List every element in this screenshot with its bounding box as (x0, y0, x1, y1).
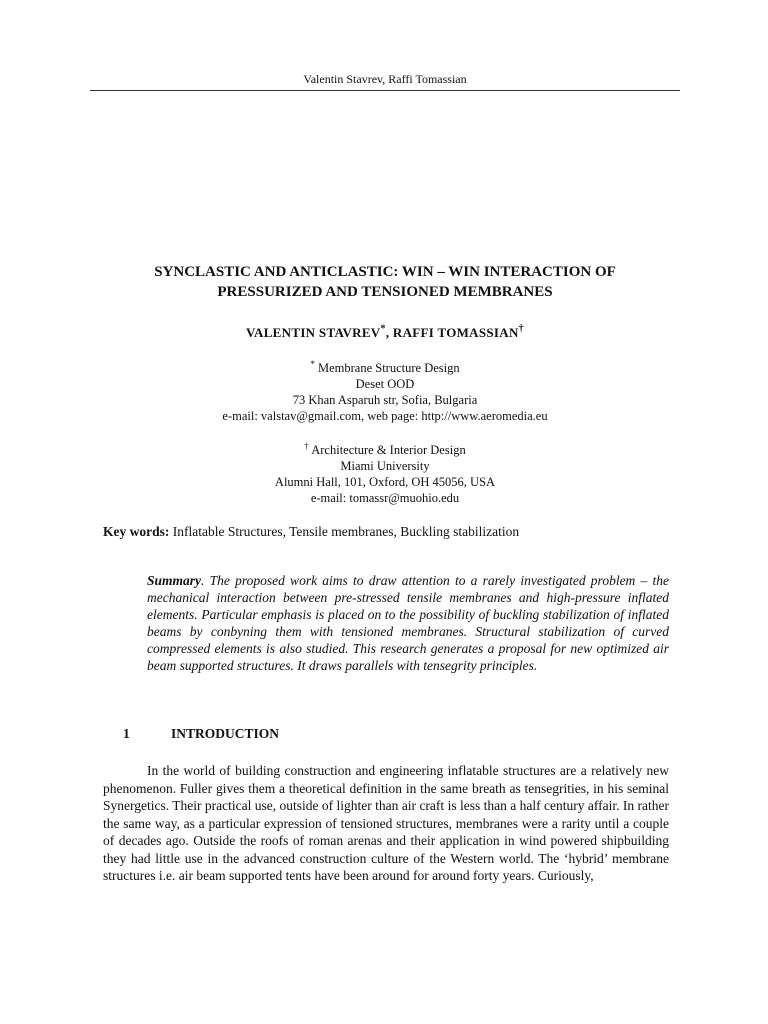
header-rule (90, 90, 680, 91)
affiliation-1-line-4: e-mail: valstav@gmail.com, web page: http://www.aeromedia.eu (222, 409, 548, 423)
running-head: Valentin Stavrev, Raffi Tomassian (303, 72, 467, 86)
section-number: 1 (123, 726, 130, 741)
title-line-1: SYNCLASTIC AND ANTICLASTIC: WIN – WIN INTERACTION OF (154, 264, 616, 280)
author-1: VALENTIN STAVREV (246, 325, 381, 340)
affiliation-1-line-2: Deset OOD (355, 377, 415, 391)
summary-label: Summary (147, 573, 202, 588)
section-heading (123, 726, 279, 742)
body-paragraph-text: In the world of building construction and engineering inflatable structures are a relatively new phenomenon. Fuller gives them a theoretical definition in the same breath as tensegrities, in his seminal Synergetics. Their practical use, outside of lighter than air craft is less than a half century affair. In rather the same way, as a particular expression of tensioned structures, membranes were a rarity until a couple of decades ago. Outside the roofs of roman arenas and their application in wind powered shipbuilding they had little use in the advanced construction culture of the Western world. The ‘hybrid’ membrane structures i.e. air beam supported tents have been around for around forty years. Curiously, (103, 763, 669, 883)
author-1-mark: * (380, 323, 386, 335)
author-2: RAFFI TOMASSIAN (392, 325, 519, 340)
affiliation-1-mark: * (310, 358, 315, 369)
author-separator: , (385, 325, 393, 340)
summary-abstract (147, 572, 669, 674)
affiliation-1 (90, 360, 680, 424)
affiliation-2-line-2: Miami University (340, 459, 430, 473)
title-line-2: PRESSURIZED AND TENSIONED MEMBRANES (217, 284, 553, 300)
section-title: INTRODUCTION (171, 726, 280, 741)
affiliation-2-mark: † (304, 440, 309, 451)
affiliation-1-line-3: 73 Khan Asparuh str, Sofia, Bulgaria (292, 393, 478, 407)
affiliation-2 (90, 442, 680, 506)
summary-text: . The proposed work aims to draw attention to a rarely investigated problem – the mechanical interaction between pre-stressed tensile membranes and high-pressure inflated elements. Particular emphasis is placed on to the possibility of buckling stabilization of inflated beams by conbyning them with tensioned membranes. Structural stabilization of curved compressed elements is also studied. This research generates a proposal for new optimized air beam supported structures. It draws parallels with tensegrity principles. (147, 573, 669, 673)
author-list (90, 325, 680, 341)
keywords-text: Inflatable Structures, Tensile membranes, Buckling stabilization (169, 524, 520, 539)
paper-title (90, 262, 680, 302)
affiliation-2-line-3: Alumni Hall, 101, Oxford, OH 45056, USA (274, 475, 496, 489)
keywords-label: Key words: (103, 524, 170, 539)
affiliation-1-line-1: Membrane Structure Design (314, 361, 460, 375)
author-2-mark: † (518, 323, 524, 335)
keywords (103, 524, 683, 540)
affiliation-2-line-4: e-mail: tomassr@muohio.edu (310, 491, 460, 505)
affiliation-2-line-1: Architecture & Interior Design (308, 443, 466, 457)
body-paragraph (103, 762, 669, 885)
